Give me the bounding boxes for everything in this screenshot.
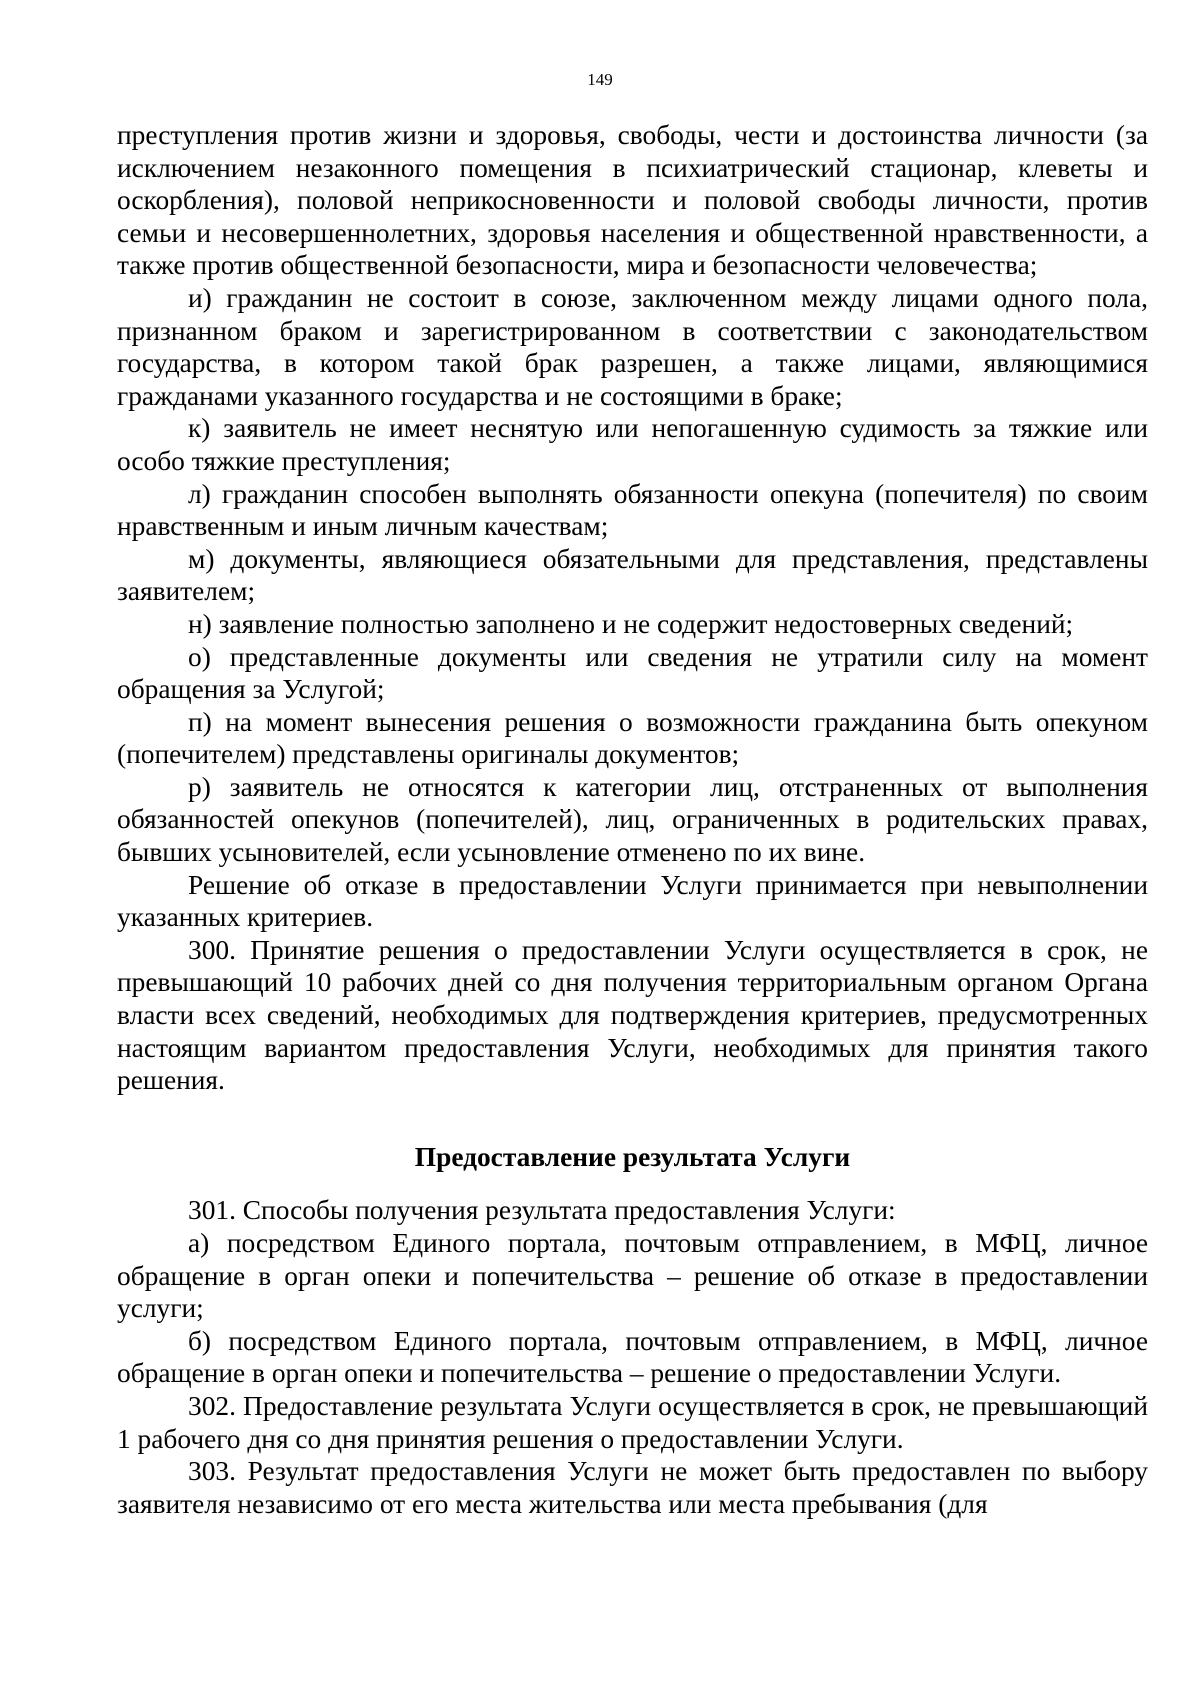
paragraph-item-l: л) гражданин способен выполнять обязанности опекуна (попечителя) по своим нравственным и иным личным качествам; <box>117 478 1148 542</box>
paragraph-refusal: Решение об отказе в предоставлении Услуги принимается при невыполнении указанных критериев. <box>117 869 1148 933</box>
paragraph-item-m: м) документы, являющиеся обязательными для представления, представлены заявителем; <box>117 543 1148 607</box>
paragraph-item-b: б) посредством Единого портала, почтовым отправлением, в МФЦ, личное обращение в орган опеки и попечительства – решение о предоставлении Услуги. <box>117 1325 1148 1389</box>
paragraph-item-k: к) заявитель не имеет неснятую или непогашенную судимость за тяжкие или особо тяжкие преступления; <box>117 413 1148 476</box>
paragraph: преступления против жизни и здоровья, свободы, чести и достоинства личности (за исключением незаконного помещения в психиатрический стационар, клеветы и оскорбления), половой неприкосновенности и половой свободы личности, против семьи и несовершеннолетних, здоровья населения и общественной нравственности, а также против общественной безопасности, мира и безопасности человечества; <box>117 120 1148 281</box>
paragraph-item-n: н) заявление полностью заполнено и не содержит недостоверных сведений; <box>188 608 1074 639</box>
paragraph-item-a: а) посредством Единого портала, почтовым отправлением, в МФЦ, личное обращение в орган опеки и попечительства – решение об отказе в предоставлении услуги; <box>117 1228 1148 1324</box>
paragraph-item-r: р) заявитель не относятся к категории лиц, отстраненных от выполнения обязанностей опекунов (попечителей), лиц, ограниченных в родительских правах, бывших усыновителей, если усыновление отменено по их вине. <box>117 771 1148 868</box>
document-body <box>117 119 1148 1520</box>
paragraph-item-i: и) гражданин не состоит в союзе, заключенном между лицами одного пола, признанном браком и зарегистрированном в соответствии с законодательством государства, в котором такой брак разрешен, а также лицами, являющимися гражданами указанного государства и не состоящими в браке; <box>117 282 1148 411</box>
paragraph-item-o: о) представленные документы или сведения не утратили силу на момент обращения за Услугой; <box>117 641 1148 705</box>
paragraph-301: 301. Способы получения результата предоставления Услуги: <box>188 1195 896 1226</box>
paragraph-item-p: п) на момент вынесения решения о возможности гражданина быть опекуном (попечителем) представлены оригиналы документов; <box>117 706 1148 770</box>
paragraph-300: 300. Принятие решения о предоставлении Услуги осуществляется в срок, не превышающий 10 рабочих дней со дня получения территориальным органом Органа власти всех сведений, необходимых для подтверждения критериев, предусмотренных настоящим вариантом предоставления Услуги, необходимых для принятия такого решения. <box>117 934 1148 1096</box>
section-heading: Предоставление результата Услуги <box>414 1141 851 1172</box>
paragraph-302: 302. Предоставление результата Услуги осуществляется в срок, не превышающий 1 рабочего дня со дня принятия решения о предоставлении Услуги. <box>117 1390 1148 1454</box>
page-number: 149 <box>587 70 613 89</box>
paragraph-303: 303. Результат предоставления Услуги не может быть предоставлен по выбору заявителя независимо от его места жительства или места пребывания (для <box>117 1456 1148 1519</box>
